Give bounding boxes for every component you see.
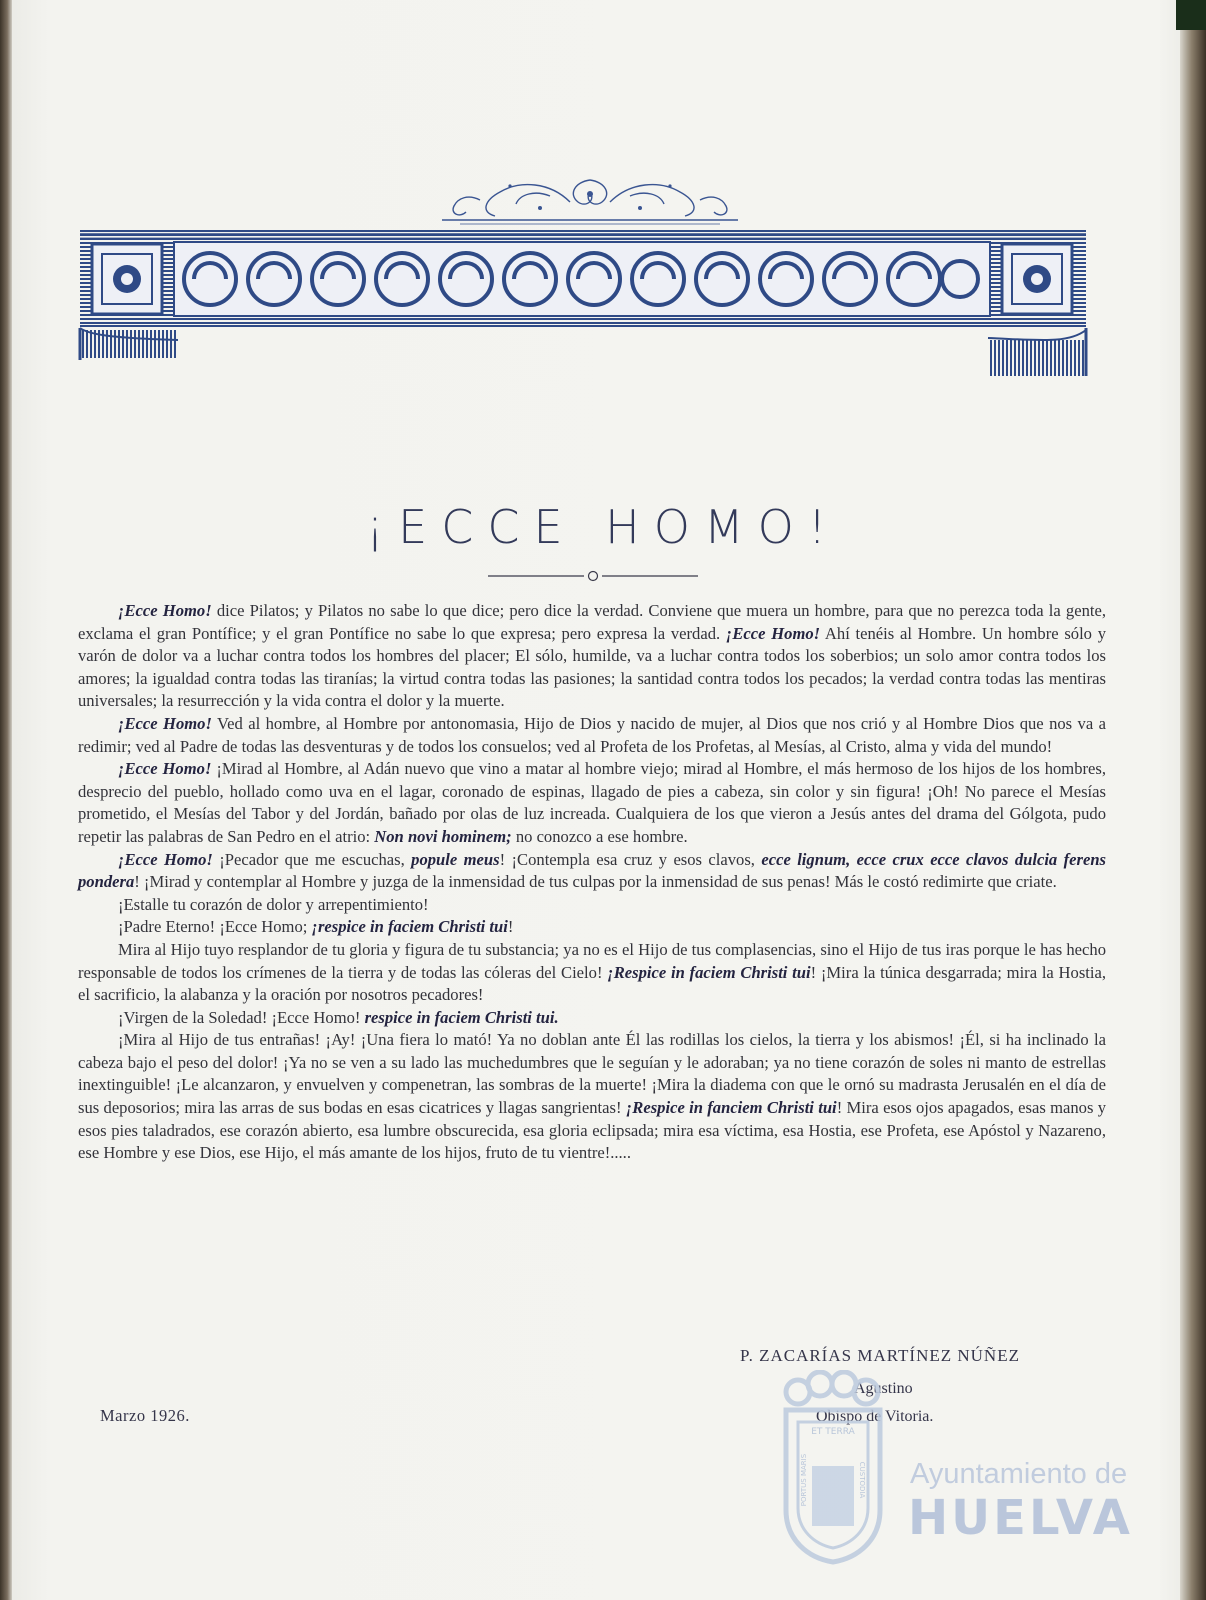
emphasis-text: respice in faciem Christi tui. (364, 1007, 559, 1027)
signature-title: Obispo de Vitoria. (816, 1408, 934, 1425)
paragraph (78, 1029, 1106, 1165)
emphasis-text: ¡respice in faciem Christi tui (311, 917, 508, 937)
emphasis-text: ¡Respice in fanciem Christi tui (625, 1098, 837, 1118)
paragraph-text: Ved al hombre, al Hombre por antonomasia, Hijo de Dios y nacido de mujer, al Dios que nos crió y al Hombre Dios que nos va a redimir; ved al Padre de todas las desventuras y de todos los consuelos; ved al Profeta de los Profetas, al Mesías, al Cristo, alma y vida del mundo! (78, 713, 1106, 756)
paragraph-text: ! ¡Mira la túnica desgarrada; mira la Hostia, el sacrificio, la alabanza y la oración por nosotros pecadores! (78, 962, 1107, 1005)
paragraph (78, 939, 1106, 1007)
paragraph-text: ¡Pecador que me escuchas, (212, 849, 412, 869)
paragraph (78, 894, 1106, 917)
paragraph-text: ¡Padre Eterno! ¡Ecce Homo; (118, 917, 312, 937)
svg-text:PORTUS MARIS: PORTUS MARIS (800, 1453, 808, 1507)
paragraph-text: ¡Mira al Hijo de tus entrañas! ¡Ay! ¡Una fiera lo mató! Ya no doblan ante Él las rodillas los cielos, la tierra y los abismos! ¡Él, si ha inclinado la cabeza bajo el peso del dolor! ¡Ya no se ven a su lado las muchedumbres que le seguían y le adoraban; ya no tiene corazón de soles ni manto de estrellas inextinguible! ¡Le alcanzaron, y envuelven y compenetran, las sombras de la muerte! ¡Mira la diadema con que le ornó su madrasta Jerusalén en el día de sus deposorios; mira las arras de sus bodas en esas cicatrices y llagas sangrientas! (78, 1030, 1106, 1118)
svg-text:CUSTODIA: CUSTODIA (858, 1461, 866, 1499)
article-body (78, 600, 1106, 1165)
emphasis-text: popule meus (411, 849, 500, 869)
emphasis-text: ¡Ecce Homo! (118, 759, 212, 779)
emphasis-text: ecce lignum, ecce crux ecce clavos dulcia ferens pondera (78, 849, 1107, 892)
paragraph (78, 713, 1106, 758)
paragraph-text: Mira al Hijo tuyo resplandor de tu gloria y figura de tu substancia; ya no es el Hijo de tus complasencias, sino el Hijo de tus iras porque le has hecho responsable de todos los crímenes de la tierra y de todas las cóleras del Cielo! (78, 939, 1106, 982)
scroll-ornament-icon (440, 172, 740, 228)
title-divider (488, 568, 698, 584)
paragraph-text: ! Mira esos ojos apagados, esas manos y esos pies taladrados, ese corazón abierto, esa lumbre obscurecida, esa gloria eclipsada; mira esa víctima, esa Hostia, ese Profeta, ese Apóstol y Nazareno, ese Hombre y ese Dios, ese Hijo, el más amante de los hijos, fruto de tu vientre!..... (78, 1098, 1107, 1163)
paragraph-text: ! ¡Mirad y contemplar al Hombre y juzga de la inmensidad de tus culpas por la inmensidad de sus penas! Más le costó redimirte que criate. (134, 872, 1057, 892)
book-binding (0, 0, 12, 1600)
emphasis-text: ¡Ecce Homo! (118, 849, 213, 869)
paragraph-text: ¡Virgen de la Soledad! ¡Ecce Homo! (118, 1007, 365, 1027)
paragraph (78, 1007, 1106, 1030)
page-edge (1180, 0, 1206, 1600)
paragraph-text: ¡Estalle tu corazón de dolor y arrepentimiento! (118, 894, 429, 914)
paragraph-text: Ahí tenéis al Hombre. Un hombre sólo y varón de dolor va a luchar contra todos los hombres del placer; El sólo, humilde, va a luchar contra todos los soberbios; un solo amor contra todos los amores; la igualdad contra todas las tiranías; la virtud contra todas las pasiones; la santidad contra todos los pecados; la verdad contra todas las mentiras universales; la resurrección y la vida contra el dolor y la muerte. (78, 623, 1107, 711)
decorative-banner (78, 230, 1108, 390)
paragraph-text: dice Pilatos; y Pilatos no sabe lo que dice; pero dice la verdad. Conviene que muera un hombre, para que no perezca toda la gente, exclama el gran Pontífice; y el gran Pontífice no sabe lo que expresa; pero expresa la verdad. (78, 601, 1106, 643)
paragraph-text: ¡Mirad al Hombre, al Adán nuevo que vino a matar al hombre viejo; mirad al Hombre, el más hermoso de los hijos de los hombres, desprecio del pueblo, hollado como uva en el lagar, coronado de espinas, llagado de pies a cabeza, sin color y sin figura! ¡Oh! No parece el Mesías prometido, el Mesías del Tabor y del Jordán, bañado por olas de luz increada. Cualquiera de los que vieron a Jesús antes del drama del Gólgota, pudo repetir las palabras de San Pedro en el atrio: (78, 759, 1106, 846)
emphasis-text: ¡Ecce Homo! (118, 601, 212, 620)
signature-role: Agustino (854, 1380, 913, 1397)
watermark (772, 1370, 1133, 1570)
emphasis-text: Non novi hominem; (374, 826, 512, 846)
page-corner (1176, 0, 1206, 30)
watermark-line2: HUELVA (908, 1490, 1133, 1546)
signature-block (740, 1346, 1020, 1425)
paragraph-text: ! ¡Contempla esa cruz y esos clavos, (499, 849, 762, 869)
paragraph-text: ! (507, 917, 514, 937)
coat-of-arms-icon (772, 1370, 894, 1566)
svg-text:ET TERRA: ET TERRA (811, 1427, 855, 1437)
watermark-line1: Ayuntamiento de (910, 1458, 1128, 1490)
emphasis-text: ¡Ecce Homo! (118, 713, 212, 733)
paragraph (78, 849, 1106, 894)
paragraph (78, 600, 1106, 713)
paragraph-text: no conozco a ese hombre. (511, 826, 688, 846)
paragraph (78, 916, 1106, 939)
page-title: ¡ECCE HOMO! (365, 500, 841, 554)
emphasis-text: ¡Respice in faciem Christi tui (607, 962, 811, 982)
emphasis-text: ¡Ecce Homo! (725, 623, 821, 643)
date-line: Marzo 1926. (100, 1406, 190, 1425)
signature-name: P. ZACARÍAS MARTÍNEZ NÚÑEZ (740, 1346, 1020, 1365)
paragraph (78, 758, 1106, 848)
